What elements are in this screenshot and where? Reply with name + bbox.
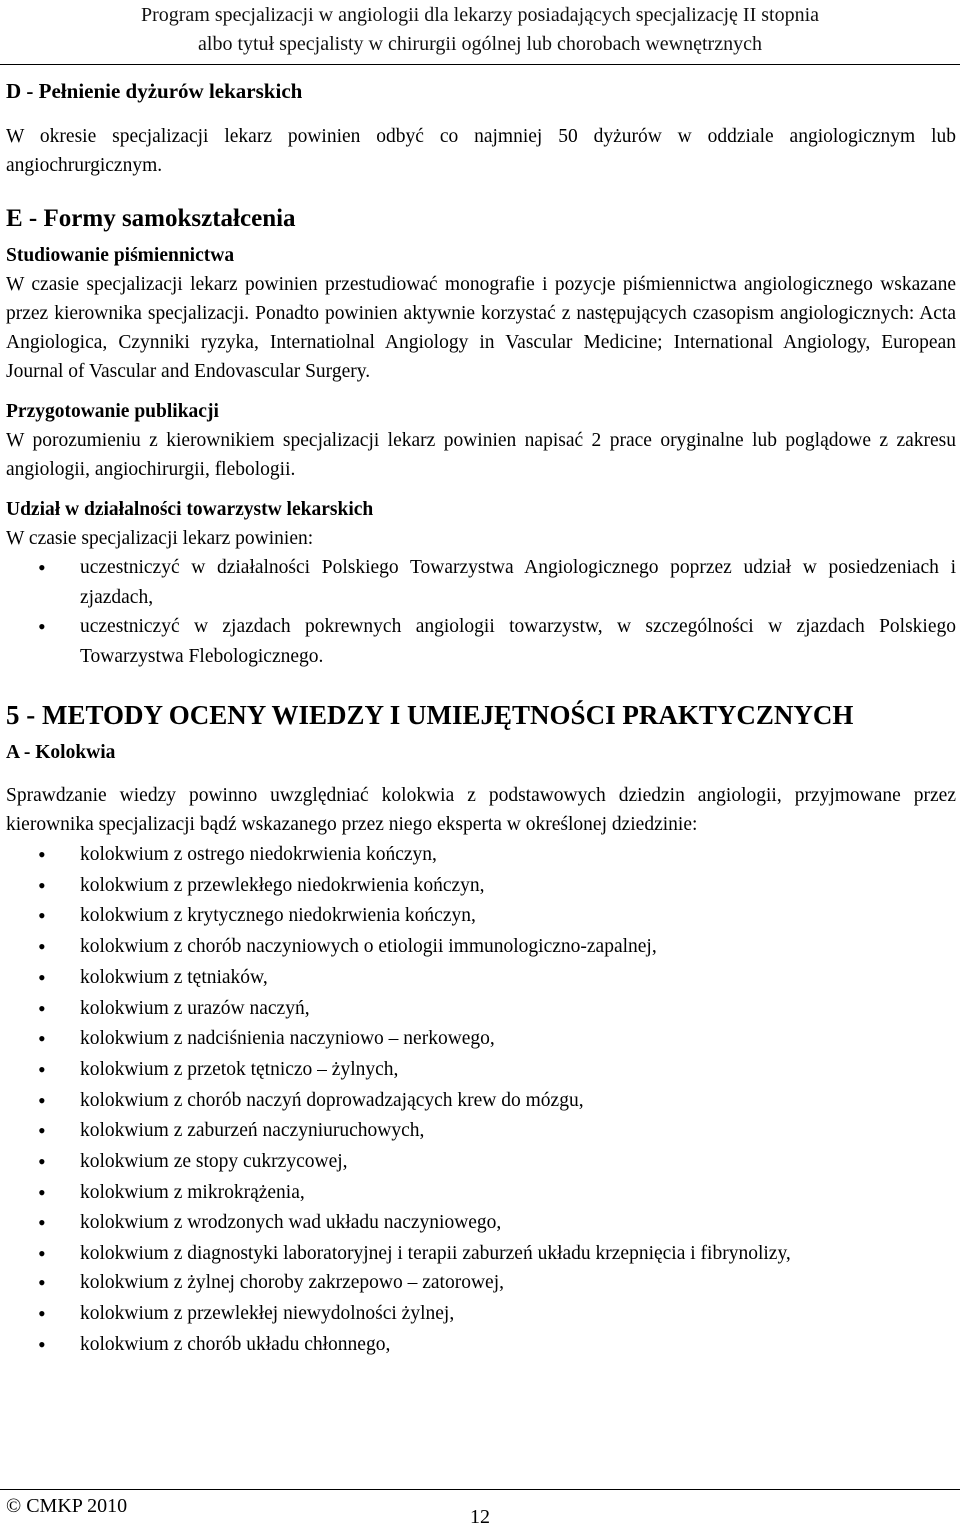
list-item: • kolokwium z przewlekłej niewydolności żylnej, xyxy=(6,1299,956,1330)
list-item: • kolokwium z żylnej choroby zakrzepowo – zatorowej, xyxy=(6,1268,956,1299)
list-item: • kolokwium z przewlekłego niedokrwienia kończyn, xyxy=(6,871,956,902)
list-item: • kolokwium z zaburzeń naczyniuruchowych, xyxy=(6,1116,956,1147)
publications-text: W porozumieniu z kierownikiem specjalizacji lekarz powinien napisać 2 prace oryginalne lub poglądowe z zakresu angiologii, angiochirurgii, flebologii. xyxy=(6,430,956,480)
list-item: • kolokwium z krytycznego niedokrwienia kończyn, xyxy=(6,901,956,932)
section-d-text: W okresie specjalizacji lekarz powinien odbyć co najmniej 50 dyżurów w oddziale angiologicznym lub angiochrurgicznym. xyxy=(6,126,956,176)
page-content xyxy=(6,74,956,1360)
list-item: • uczestniczyć w zjazdach pokrewnych angiologii towarzystw, w szczególności w zjazdach Polskiego Towarzystwa Flebologicznego. xyxy=(6,612,956,671)
list-item: • kolokwium z nadciśnienia naczyniowo – nerkowego, xyxy=(6,1024,956,1055)
literature-text: W czasie specjalizacji lekarz powinien przestudiować monografie i pozycje piśmiennictwa angiologicznego wskazane przez kierownika specjalizacji. Ponadto powinien aktywnie korzystać z następujących czasopism angiologicznych: Acta Angiologica, Czynniki ryzyka, Internatiolnal Angiology in Vascular Medicine; International Angiology, European Journal of Vascular and Endovascular Surgery. xyxy=(6,274,956,382)
list-item: • kolokwium z diagnostyki laboratoryjnej i terapii zaburzeń układu krzepnięcia i fibrynolizy, xyxy=(6,1239,956,1268)
colloquia-list xyxy=(6,840,956,1360)
list-item: • kolokwium z chorób naczyniowych o etiologii immunologiczno-zapalnej, xyxy=(6,932,956,963)
page-header xyxy=(0,0,960,59)
list-item: • uczestniczyć w działalności Polskiego Towarzystwa Angiologicznego poprzez udział w posiedzeniach i zjazdach, xyxy=(6,553,956,612)
header-line-2: albo tytuł specjalisty w chirurgii ogólnej lub chorobach wewnętrznych xyxy=(198,33,762,55)
list-item: • kolokwium ze stopy cukrzycowej, xyxy=(6,1147,956,1178)
footer-copyright: © CMKP 2010 xyxy=(6,1495,128,1517)
list-item: • kolokwium z urazów naczyń, xyxy=(6,994,956,1025)
section-5a-title: A - Kolokwia xyxy=(6,742,116,763)
header-divider xyxy=(0,64,960,65)
publications-title: Przygotowanie publikacji xyxy=(6,401,219,422)
societies-list xyxy=(6,553,956,671)
societies-intro: W czasie specjalizacji lekarz powinien: xyxy=(6,528,314,549)
list-item: • kolokwium z ostrego niedokrwienia kończyn, xyxy=(6,840,956,871)
list-item: • kolokwium z wrodzonych wad układu naczyniowego, xyxy=(6,1208,956,1239)
footer-divider xyxy=(0,1489,960,1490)
list-item: • kolokwium z chorób układu chłonnego, xyxy=(6,1330,956,1361)
list-item: • kolokwium z przetok tętniczo – żylnych, xyxy=(6,1055,956,1086)
page-number: 12 xyxy=(470,1506,490,1528)
list-item: • kolokwium z chorób naczyń doprowadzających krew do mózgu, xyxy=(6,1086,956,1117)
section-d-title: D - Pełnienie dyżurów lekarskich xyxy=(6,79,303,103)
header-line-1: Program specjalizacji w angiologii dla lekarzy posiadających specjalizację II stopnia xyxy=(140,4,820,26)
section-e-title: E - Formy samokształcenia xyxy=(6,205,296,232)
societies-title: Udział w działalności towarzystw lekarskich xyxy=(6,499,374,520)
section-5-title: 5 - METODY OCENY WIEDZY I UMIEJĘTNOŚCI PRAKTYCZNYCH xyxy=(6,700,854,730)
section-5-intro: Sprawdzanie wiedzy powinno uwzględniać kolokwia z podstawowych dziedzin angiologii, przyjmowane przez kierownika specjalizacji bądź wskazanego przez niego eksperta w określonej dziedzinie: xyxy=(6,785,956,835)
list-item: • kolokwium z tętniaków, xyxy=(6,963,956,994)
list-item: • kolokwium z mikrokrążenia, xyxy=(6,1178,956,1209)
literature-title: Studiowanie piśmiennictwa xyxy=(6,245,235,266)
